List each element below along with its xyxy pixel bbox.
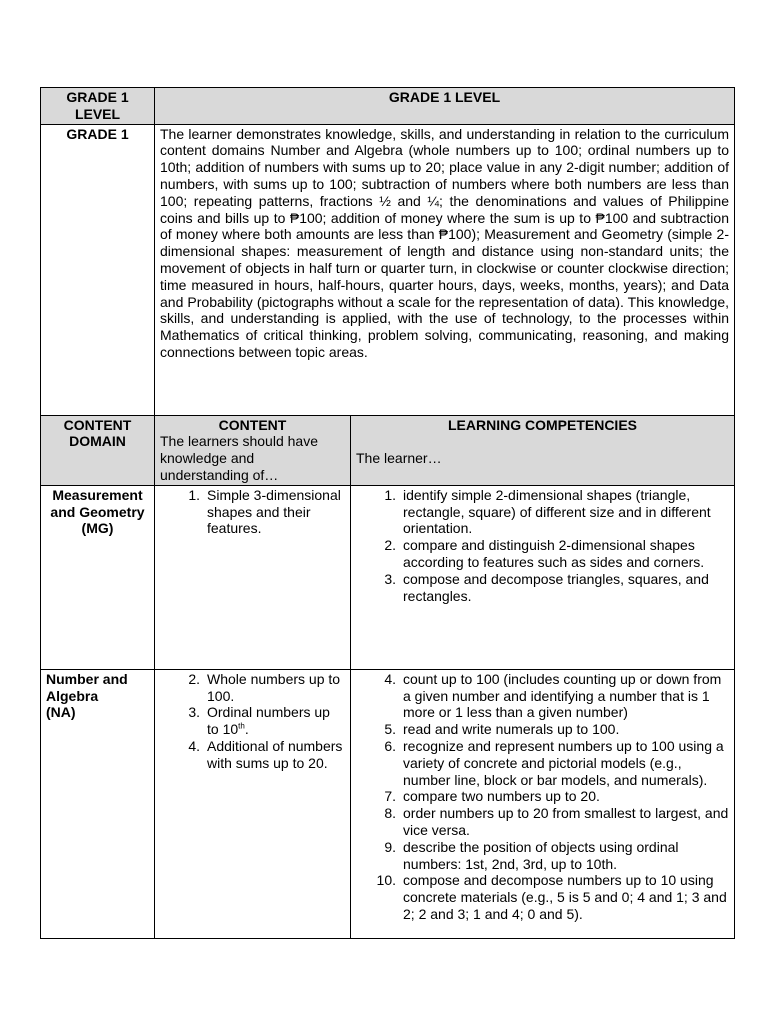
list-item: 2. Whole numbers up to 100. — [188, 670, 341, 704]
content-list-mg — [160, 487, 345, 537]
learning-competencies-header — [351, 415, 735, 485]
list-item: 4. count up to 100 (includes counting up or down from a given number and identifying a number that is 1 more or 1 less than a given number) — [384, 670, 722, 721]
content-domain-header: CONTENT DOMAIN — [41, 415, 155, 485]
domain-row-number-algebra — [41, 669, 735, 938]
domain-cell-mg: Measurement and Geometry (MG) — [41, 485, 155, 669]
list-item: 3. compose and decompose triangles, squares, and rectangles. — [384, 570, 709, 604]
list-item: 6. recognize and represent numbers up to 100 using a variety of concrete and pictorial models (e.g., number line, block or bar models, and numerals). — [384, 737, 724, 788]
grade-level-header-cell: GRADE 1 LEVEL — [41, 88, 155, 125]
competencies-list-na — [356, 671, 729, 923]
list-item: 5. read and write numerals up to 100. — [384, 721, 620, 738]
list-item: 9. describe the position of objects using ordinal numbers: 1st, 2nd, 3rd, up to 10th. — [384, 838, 679, 872]
grade-description-cell: The learner demonstrates knowledge, skills, and understanding in relation to the curriculum content domains Number and Algebra (whole numbers up to 100; ordinal numbers up to 10th; addition of numbers with sums up to 20; place value in any 2-digit number; addition of numbers, with sums up to 100; subtraction of numbers where both numbers are less than 100; repeating patterns, fractions ½ and ¼; the denominations and values of Philippine coins and bills up to ₱100; addition of money where the sum is up to ₱100 and subtraction of money where both amounts are less than ₱100); Measurement and Geometry (simple 2-dimensional shapes: measurement of length and distance using non-standard units; the movement of objects in half turn or quarter turn, in clockwise or counter clockwise direction; time measured in hours, half-hours, quarter hours, days, weeks, months, years); and Data and Probability (pictographs without a scale for the representation of data). This knowledge, skills, and understanding is applied, with the use of technology, to the processes within Mathematics of critical thinking, problem solving, communicating, reasoning, and making connections between topic areas. — [155, 124, 735, 415]
list-item: 1. Simple 3-dimensional shapes and their features. — [188, 486, 341, 537]
list-item: 8. order numbers up to 20 from smallest to largest, and vice versa. — [384, 805, 729, 838]
grade-level-header-row — [41, 88, 735, 125]
content-header — [155, 415, 351, 485]
grade-label-cell: GRADE 1 — [41, 124, 155, 415]
content-cell-mg — [155, 485, 351, 669]
competencies-cell-na — [351, 669, 735, 938]
column-header-row — [41, 415, 735, 485]
list-item: 7. compare two numbers up to 20. — [384, 788, 600, 805]
competencies-cell-mg — [351, 485, 735, 669]
list-item: 1. identify simple 2-dimensional shapes (triangle, rectangle, square) of different size and in different orientation. — [384, 486, 711, 537]
list-item: 4. Additional of numbers with sums up to 20. — [188, 737, 343, 771]
curriculum-table — [40, 87, 735, 939]
list-item: 10. compose and decompose numbers up to 10 using concrete materials (e.g., 5 is 5 and 0; 4 and 1; 3 and 2; 2 and 3; 1 and 4; 0 and 5). — [376, 872, 727, 922]
list-item: 2. compare and distinguish 2-dimensional shapes according to features such as sides and corners. — [384, 537, 705, 570]
learning-competencies-title: LEARNING COMPETENCIES — [447, 416, 637, 433]
list-item: 3. Ordinal numbers up to 10th. — [188, 704, 330, 738]
content-list-na — [160, 671, 345, 772]
domain-row-measurement-geometry — [41, 485, 735, 669]
grade-overview-row — [41, 124, 735, 415]
learning-competencies-subtitle: The learner… — [356, 450, 442, 467]
content-header-subtitle: The learners should have knowledge and understanding of… — [160, 433, 318, 483]
content-header-title: CONTENT — [218, 416, 287, 433]
competencies-list-mg — [356, 487, 729, 605]
domain-cell-na: Number and Algebra (NA) — [41, 669, 155, 938]
content-cell-na — [155, 669, 351, 938]
grade-level-title-cell: GRADE 1 LEVEL — [155, 88, 735, 125]
